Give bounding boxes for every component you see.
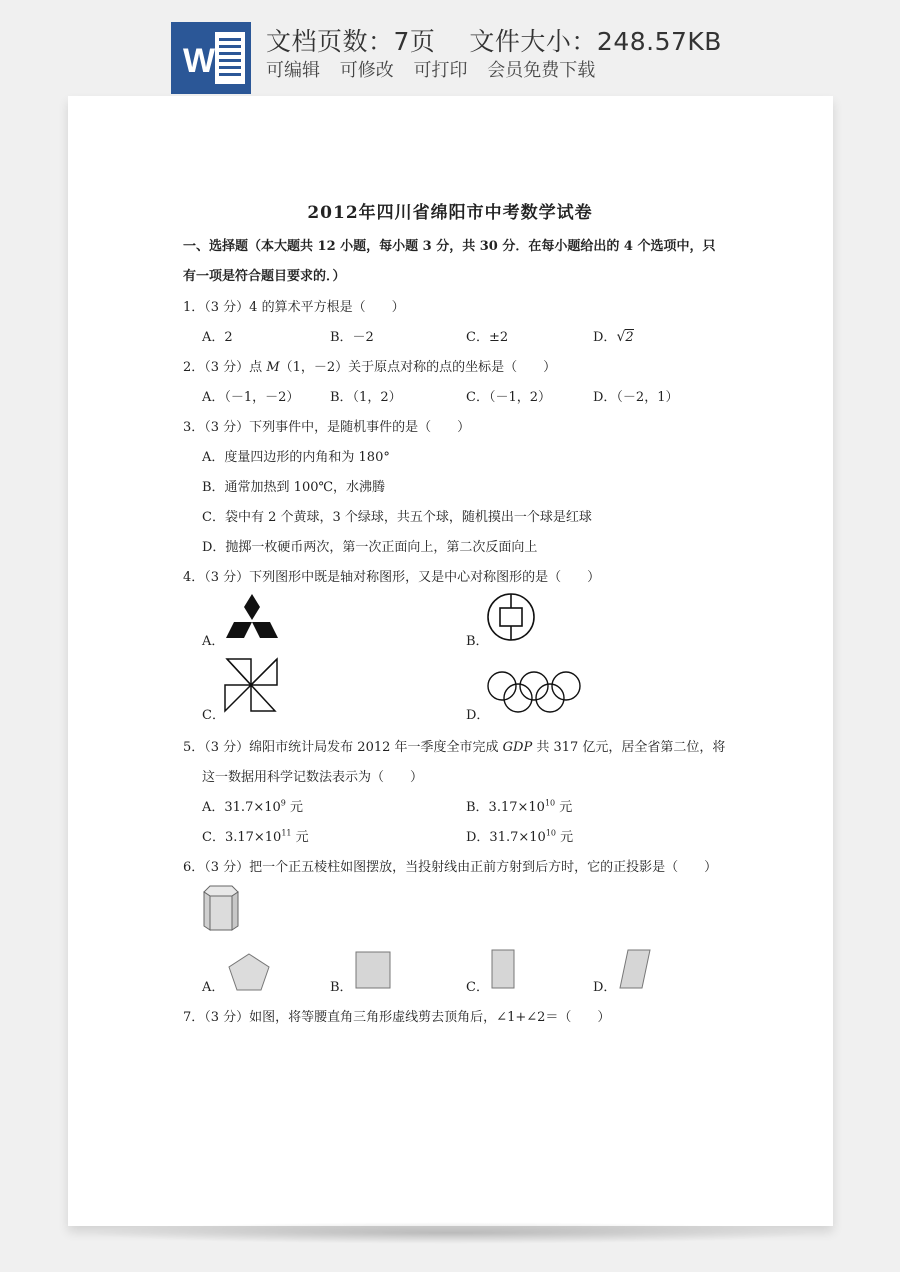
question-3-option-a: A．度量四边形的内角和为 180°	[202, 450, 390, 465]
q5-gdp-var: GDP	[502, 740, 533, 755]
section-heading-line2: 有一项是符合题目要求的．）	[183, 269, 346, 284]
question-1-option-c: C．±2	[466, 330, 509, 345]
action-modifiable: 可修改	[339, 60, 394, 81]
question-2-option-c: C．（－1，2）	[466, 390, 551, 405]
question-4-stem: 4．（3 分）下列图形中既是轴对称图形，又是中心对称图形的是（ ）	[183, 570, 601, 585]
question-5-stem-line2: 这一数据用科学记数法表示为（ ）	[202, 770, 424, 785]
q5-d-unit: 元	[556, 830, 574, 845]
question-6-option-a: A．	[202, 980, 225, 995]
q2-point-var: M	[266, 360, 280, 375]
action-editable: 可编辑	[266, 60, 320, 81]
q5-b-base: B．3.17×10	[466, 800, 545, 815]
document-title: 2012年四川省绵阳市中考数学试卷	[307, 203, 593, 223]
square-projection-icon	[354, 950, 392, 990]
question-2-option-b: B．（1，2）	[330, 390, 402, 405]
question-4-option-c: C．	[202, 708, 225, 723]
question-2-stem	[183, 356, 556, 375]
sqrt-icon: √	[616, 329, 626, 345]
q5-c-unit: 元	[291, 830, 309, 845]
section-heading-line1: 一、选择题（本大题共 12 小题，每小题 3 分，共 30 分．在每小题给出的 4 个选项中，只	[183, 239, 716, 254]
pentagon-projection-icon	[226, 952, 272, 992]
q5-d-exp: 10	[545, 828, 556, 838]
question-6-option-d: D．	[593, 980, 617, 995]
q5-a-exp: 9	[280, 798, 286, 808]
action-member-download: 会员免费下载	[487, 60, 596, 81]
question-5-option-d	[466, 826, 573, 845]
pentagonal-prism-icon	[200, 884, 242, 932]
q5-a-unit: 元	[285, 800, 304, 815]
action-printable: 可打印	[413, 60, 468, 81]
parallelogram-projection-icon	[618, 948, 652, 990]
question-2-option-a: A．（－1，－2）	[202, 390, 300, 405]
svg-text:W: W	[183, 42, 216, 80]
q2-stem-post: （1，－2）关于原点对称的点的坐标是（ ）	[279, 360, 557, 375]
question-5-option-b	[466, 796, 572, 815]
question-2-option-d: D．（－2，1）	[593, 390, 679, 405]
word-document-icon	[171, 22, 251, 94]
file-actions-line	[266, 56, 605, 82]
question-4-option-d: D．	[466, 708, 490, 723]
q5-stem-post: 共 317 亿元，居全省第二位，将	[532, 740, 726, 755]
question-1-option-d	[593, 326, 634, 345]
page-count-label: 文档页数：7页	[266, 27, 436, 56]
question-4-option-a: A．	[202, 634, 225, 649]
q5-b-unit: 元	[555, 800, 573, 815]
page-shadow	[78, 1222, 823, 1244]
narrow-rectangle-projection-icon	[490, 948, 516, 990]
question-7-stem: 7．（3 分）如图，将等腰直角三角形虚线剪去顶角后，∠1+∠2＝（ ）	[183, 1010, 611, 1025]
question-6-option-b: B．	[330, 980, 353, 995]
q2-stem-pre: 2．（3 分）点	[183, 360, 267, 375]
coin-square-hole-icon	[486, 592, 536, 642]
question-1-option-b: B．－2	[330, 330, 374, 345]
question-1-stem: 1．（3 分）4 的算术平方根是（ ）	[183, 300, 405, 315]
question-3-option-d: D．抛掷一枚硬币两次，第一次正面向上，第二次反面向上	[202, 540, 538, 555]
question-3-option-b: B．通常加热到 100℃，水沸腾	[202, 480, 386, 495]
olympic-rings-icon	[486, 668, 586, 716]
question-6-option-c: C．	[466, 980, 489, 995]
question-6-stem: 6．（3 分）把一个正五棱柱如图摆放，当投射线由正前方射到后方时，它的正投影是（ ）	[183, 860, 718, 875]
question-5-stem-line1	[183, 736, 725, 755]
pinwheel-icon	[223, 656, 279, 714]
question-5-option-c	[202, 826, 309, 845]
question-3-stem: 3．（3 分）下列事件中，是随机事件的是（ ）	[183, 420, 471, 435]
question-1-option-a: A．2	[202, 330, 233, 345]
sqrt-radicand: 2	[625, 330, 634, 345]
q5-d-base: D．31.7×10	[466, 830, 546, 845]
q5-stem-pre: 5．（3 分）绵阳市统计局发布 2012 年一季度全市完成	[183, 740, 503, 755]
q5-a-base: A．31.7×10	[202, 800, 281, 815]
file-size-label: 文件大小：248.57KB	[469, 27, 722, 56]
q5-c-base: C．3.17×10	[202, 830, 282, 845]
q5-c-exp: 11	[281, 828, 292, 838]
header-banner	[0, 0, 900, 96]
file-info-line	[266, 22, 722, 58]
three-diamond-logo-icon	[224, 592, 280, 642]
q5-b-exp: 10	[544, 798, 556, 808]
question-4-option-b: B．	[466, 634, 489, 649]
question-5-option-a	[202, 796, 303, 815]
question-3-option-c: C．袋中有 2 个黄球，3 个绿球，共五个球，随机摸出一个球是红球	[202, 510, 592, 525]
option-d-prefix: D．	[593, 330, 617, 345]
